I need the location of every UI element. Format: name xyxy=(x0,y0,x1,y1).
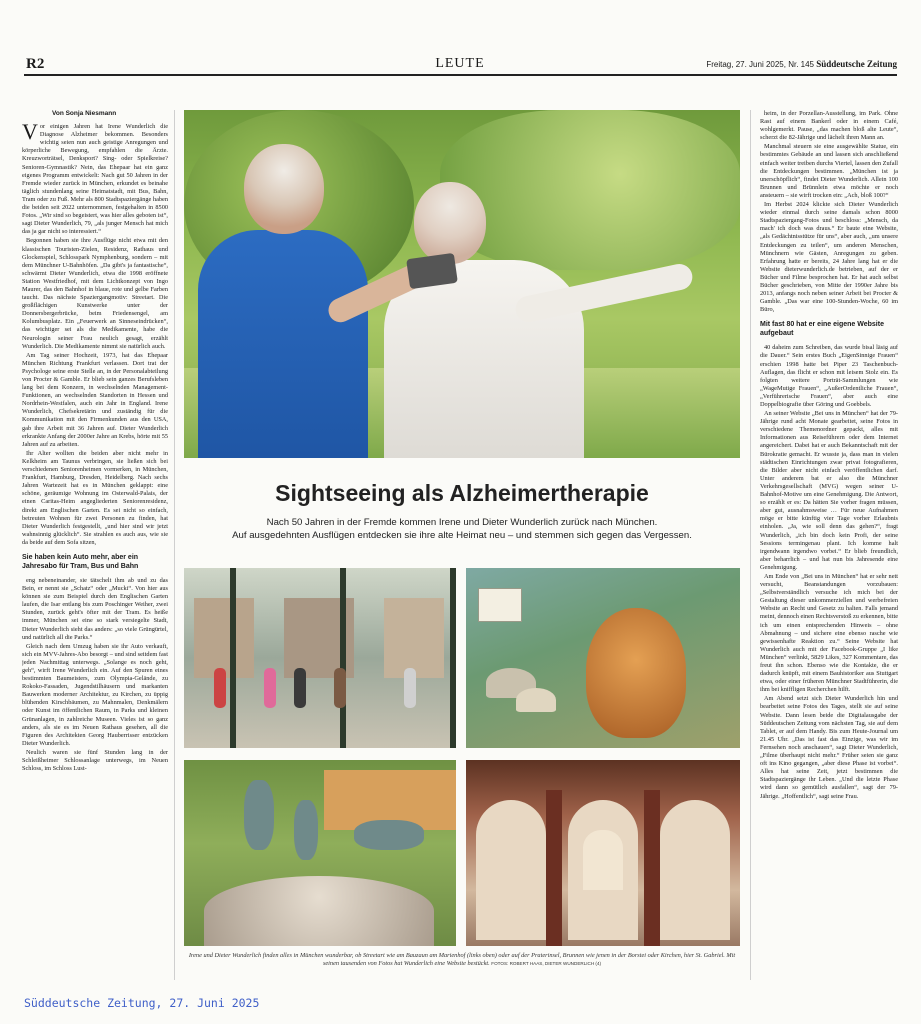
section-title: LEUTE xyxy=(435,56,485,71)
left-column xyxy=(22,110,168,980)
paragraph: Begonnen haben sie ihre Ausflüge nicht etwa mit den klassischen Touristen-Zielen, Residenz, Rathaus und Glockenspiel, Schlosspark Nymphenburg, sondern – mit dem Münchner U-Bahnhöfen. „Da gibt's ja fantastische“, schwärmt Dieter Wunderlich, etwa die 1998 eröffnete Station Westfriedhof, mit dem Lichtkonzept von Ingo Maurer, das den Bahnhof in blaue, rote und gelbe Farben taucht. Das nächste Spaziergangmotiv: Streetart. Die großflächigen Kunstwerke unter der Donnersbergerbrücke, beim Friedensengel, am Kolumbusplatz. Ein „Feuerwerk an Sinneseindrücken“, das wichtiger sei als die Medikamente, habe die Neurologin seiner Frau neulich gesagt, erzählt Wunderlich. Die Medikamente nimmt sie natürlich auch. xyxy=(22,237,168,350)
headline: Sightseeing als Alzheimertherapie xyxy=(275,480,649,506)
subheading: Sie haben kein Auto mehr, aber ein Jahresabo für Tram, Bus und Bahn xyxy=(22,553,139,570)
paragraph: Am Ende von „Bei uns in München“ hat er sehr nett versucht, Beanstandungen vorzubauen: „Selbstverständlich versuche ich mich bei der Gestaltung dieser unkommerziellen und werbefreien Website an Recht und Gesetz zu halten. Falls jemand meint, dennoch einen Rechtsverstoß zu erkennen, bitte ich um einen entsprechenden Hinweis – ohne Abmahnung – und sichere eine ebenso rasche wie gewissenhafte Reaktion zu.“ Seine Website hat Wunderlich auch mit der Facebook-Gruppe „I like München“ verlinkt, 5829 Likes, 327 Kommentare, das freut ihn schon. Ebenso wie die Kontakte, die er dadurch knüpft, mit einem Bauhistoriker aus Stuttgart etwa, oder einer früheren Münchner Stadtführerin, die ihm bei kniffligen Recherchen hilft. xyxy=(760,572,898,694)
paper-name: Süddeutsche Zeitung xyxy=(816,59,897,69)
paragraph: eng nebeneinander, sie tätschelt ihm ab und zu das Bein, er nennt sie „Schatz“ oder „Mucki“. Von hier aus können sie zum Beispiel durch den Englischen Garten laufen, die Isar entlang bis zum Poschinger Weiher, zwei Stunden, zurück geht's öfter mit der Tram. Es heiße immer, München sei eine so stark versiegelte Stadt, Dieter Wunderlich sieht das anders: „so viele Grüngürtel, und natürlich all die Parks.“ xyxy=(22,576,168,641)
beaver-mural-photo xyxy=(466,568,740,748)
church-interior-photo xyxy=(466,760,740,946)
dek-line: Auf ausgedehnten Ausflügen entdecken sie ihre alte Heimat neu – und stemmen sich gegen das Vergessen. xyxy=(232,530,692,541)
paragraph: An seiner Website „Bei uns in München“ hat der 79-Jährige rund acht Monate gearbeitet, seine Fotos in verschiedene Themenordner gepackt, alles mit Informationen aus Reiseführern oder dem Internet angereichert. Dabei hat er auch Bekanntschaft mit der Bürokratie gemacht. Er wusste ja, dass man in vielen städtischen Einrichtungen zwar privat fotografieren, die Bilder aber nicht einfach veröffentlichen darf. Unter anderem bat er also die Münchner Verkehrsgesellschaft (MVG) wegen seiner U-Bahnhof-Motive um eine Genehmigung. Die Antwort, so erzählt er es: Da hätten Sie vorher fragen müssen, aber gut, ausnahmsweise … Für neue Aufnahmen möge er bitte künftig vier Tage vorher Erlaubnis einholen. „Ja, wie soll denn das gehen?“, fragt Wunderlich, „ich bin doch kein Profi, der seine Sessions termingenau plant. Ich komme halt irgendwann irgendwo vorbei.“ Er blieb freundlich, aber beharrlich – und hat nun bis Jahresende eine Genehmigung. xyxy=(760,410,898,571)
byline: Von Sonja Niesmann xyxy=(52,110,117,117)
dek xyxy=(184,516,740,542)
paragraph: Am Abend setzt sich Dieter Wunderlich hin und bearbeitet seine Fotos des Tages, stellt sie auf seine Website. Dann lesen beide die Digitalausgabe der Süddeutschen Zeitung vom nächsten Tag, sie auf dem Tablet, er auf dem Handy. Bis zum Heute-Journal um 21.45 Uhr. „Das ist fast das Einzige, was wir im Fernsehen noch anschauen“, sagt Dieter Wunderlich, „Filme überhaupt nicht mehr.“ Früher seien sie ganz oft ins Kino gegangen, „aber diese Phase ist vorbei“. Alles hat seine Zeit, jetzt bestimmen die Stadtspaziergänge ihr Leben. „Und die letzte Phase wird dann so gemütlich ausfallen“, sagt der 79-Jährige. „Hoffentlich“, sagt seine Frau. xyxy=(760,695,898,800)
photo-credit: FOTOS: ROBERT HAAS, DIETER WUNDERLICH (4) xyxy=(491,961,602,966)
paragraph: Neulich waren sie fünf Stunden lang in der Schleißheimer Schlossanlage unterwegs, im Neuen Schloss, im Schloss Lust- xyxy=(22,748,168,773)
right-column xyxy=(760,110,898,980)
subheading: Mit fast 80 hat er eine eigene Website aufgebaut xyxy=(760,321,884,338)
column-divider xyxy=(174,110,175,980)
issue-date: Freitag, 27. Juni 2025, Nr. 145 xyxy=(706,60,814,69)
column-divider xyxy=(750,110,751,980)
paragraph: heim, in der Porzellan-Ausstellung, im Park. Ohne Rast auf einem Bankerl oder in einem Café, wohlgemerkt. Pause, „das machen bloß alte Leute“, scherzt die 82-Jährige und lächelt ihren Mann an. xyxy=(760,110,898,142)
streetart-fence-photo xyxy=(184,568,456,748)
photo-caption xyxy=(184,952,740,968)
header-rule xyxy=(24,74,897,76)
fountain-photo xyxy=(184,760,456,946)
page-number: R2 xyxy=(26,56,45,72)
caption-text: Irene und Dieter Wunderlich finden alles in München wunderbar, ob Streetart wie am Bauzaun am Marienhof (links oben) oder auf der Praterinsel, Brunnen wie jenen in der Borstei oder Kirchen, hier St. Gabriel. Mit seinen tausenden von Fotos hat Wunderlich eine Website bestückt. xyxy=(188,952,736,967)
paragraph: Am Tag seiner Hochzeit, 1973, hat das Ehepaar München Richtung Frankfurt verlassen. Dort trat der Psychologe seine erste Stelle an, in der Personalabteilung von Procter & Gamble. Er blieb sein ganzes Berufsleben lang bei dem Konzern, in wechselnden Management-Funktionen, an wechselnden Standorten in Hessen und Nordrhein-Westfalen, auch ein Jahr in England. Irene Wunderlich, Chefsekretärin und zuständig für die Kommunikation mit den Firmenkunden aus den USA, gab ihre Arbeit mit 36 Jahren auf. Dieter Wunderlich erkrankte Anfang der 2000er Jahre an Krebs, hörte mit 55 Jahren auf zu arbeiten. xyxy=(22,351,168,448)
paragraph: 40 daheim zum Schreiben, das wurde bisal läsig auf die Dauer.“ Sein erstes Buch „EigenSinnige Frauen“ erschien 1998 hatte bei Piper 23 Taschenbuch-Auflagen, das flicht er schon mit leisem Stolz ein. Es folgten weitere Porträt-Sammlungen wie „WageMutige Frauen“, „AußerOrdentliche Frauen“, „Verführerische Frauen“, aber auch eine Doppelbiografie über Göring und Goebbels. xyxy=(760,344,898,408)
dek-line: Nach 50 Jahren in der Fremde kommen Irene und Dieter Wunderlich zurück nach München. xyxy=(266,517,658,528)
paragraph: Im Herbst 2024 klickte sich Dieter Wunderlich wieder einmal durch seine damals schon 8000 Stadtspaziergang-Fotos und beschloss: „Mensch, da mach' ich doch was draus.“ Er baute eine Website, „als Gedächtnisstütze für uns“, aber auch, „um unsere Entdeckungen zu teilen“, um anderen Menschen, Münchnern wie Gästen, Anregungen zu geben. Erfahrung hatte er bereits, 24 Jahre lang hat er die Website dieterwunderlich.de betrieben, auf der er Bücher und Filme besprochen hat. Er hat auch selbst Bücher geschrieben, von Mitte der 1990er Jahre bis 2013, anfangs noch neben seiner Arbeit bei Procter & Gamble. „Das war eine 100-Stunden-Woche, 60 im Büro, xyxy=(760,201,898,314)
issue-info xyxy=(706,59,897,69)
paragraph: Vor einigen Jahren hat Irene Wunderlich die Diagnose Alzheimer bekommen. Besonders wichtig seien nun auch geistige Anregungen und körperliche Bewegung, empfahlen die Ärzte. Kreuzworträtsel, Denksport? Sing- oder Spielkreise? Senioren-Gymnastik? Nein, das Ehepaar hat ein ganz eigenes Programm entwickelt: Nach gut 50 Jahren in der Fremde wieder zurück in München, erkundet es beinahe täglich stundenlang seine Heimatstadt, mit Bus, Bahn, Tram oder zu Fuß. Mehr als 800 Stadtspaziergänge haben die beiden seit 2022 unternommen, festgehalten in 8500 Fotos. „Wir sind so begeistert, was hier alles geboten ist“, sagt Dieter Wunderlich, 79, „als junger Mensch hat mich das ja gar nicht so interessiert.“ xyxy=(22,119,168,236)
main-photo xyxy=(184,110,740,458)
paragraph: Ihr Alter wollten die beiden aber nicht mehr in Kelkheim am Taunus verbringen, sie ließen sich bei verschiedenen Seniorenheimen vormerken, in München, Frankfurt, Hamburg, Dresden, Heidelberg. Nach sechs Jahren Wartezeit hat es in München geklappt: eine schöne, geräumige Wohnung im Osterwald-Palais, der einen Caritas-Heim angegliederten Seniorenresidenz, direkt am Englischen Garten. Es sei nicht so einfach, betreuten Wohnen für zwei Personen zu finden, hat Dieter Wunderlich festgestellt, „und hier sind wir jetzt wahnsinnig glücklich“. Sie strahlen es auch aus, wie sie da beide auf dem Sofa sitzen, xyxy=(22,449,168,546)
man-figure xyxy=(198,230,368,458)
paragraph: Gleich nach dem Umzug haben sie ihr Auto verkauft, sich ein MVV-Jahres-Abo besorgt – und sind seitdem fast jeden Nachmittag unterwegs. „Solange es noch geht, geh“, wirft Irene Wunderlich ein. Auf den Spuren eines bestimmten Baumeisters, zum Olympia-Gelände, zu Rokoko-Fassaden, Jugendstilhäusern und markanten Bauwerken moderner Architektur, zu Kirchen, zu üppig blühenden Kirschbäumen, zu Mahnmalen, Denkmälern oder Kunst im öffentlichen Raum, in Parks und kleinen Grünanlagen, in zahlreiche Museen. Vieles ist so ganz anders, als sie es im Neuen Rathaus gesehen, all die Figuren des Architekten Georg Hauberrisser entzücken Dieter Wunderlich. xyxy=(22,642,168,747)
source-note: Süddeutsche Zeitung, 27. Juni 2025 xyxy=(24,996,260,1010)
paragraph: Manchmal steuern sie eine ausgewählte Statue, ein bestimmtes Gebäude an und lassen sich anschließend einfach weiter treiben durchs Viertel, lassen den Zufall die Entdeckungen bestimmen. „München ist ja unerschöpflich“, findet Dieter Wunderlich. Allein 100 Brunnen und Brünnlein etwa möchte er noch ansteuern – sie wirft trocken ein: „Ach, bloß 100?“ xyxy=(760,143,898,199)
